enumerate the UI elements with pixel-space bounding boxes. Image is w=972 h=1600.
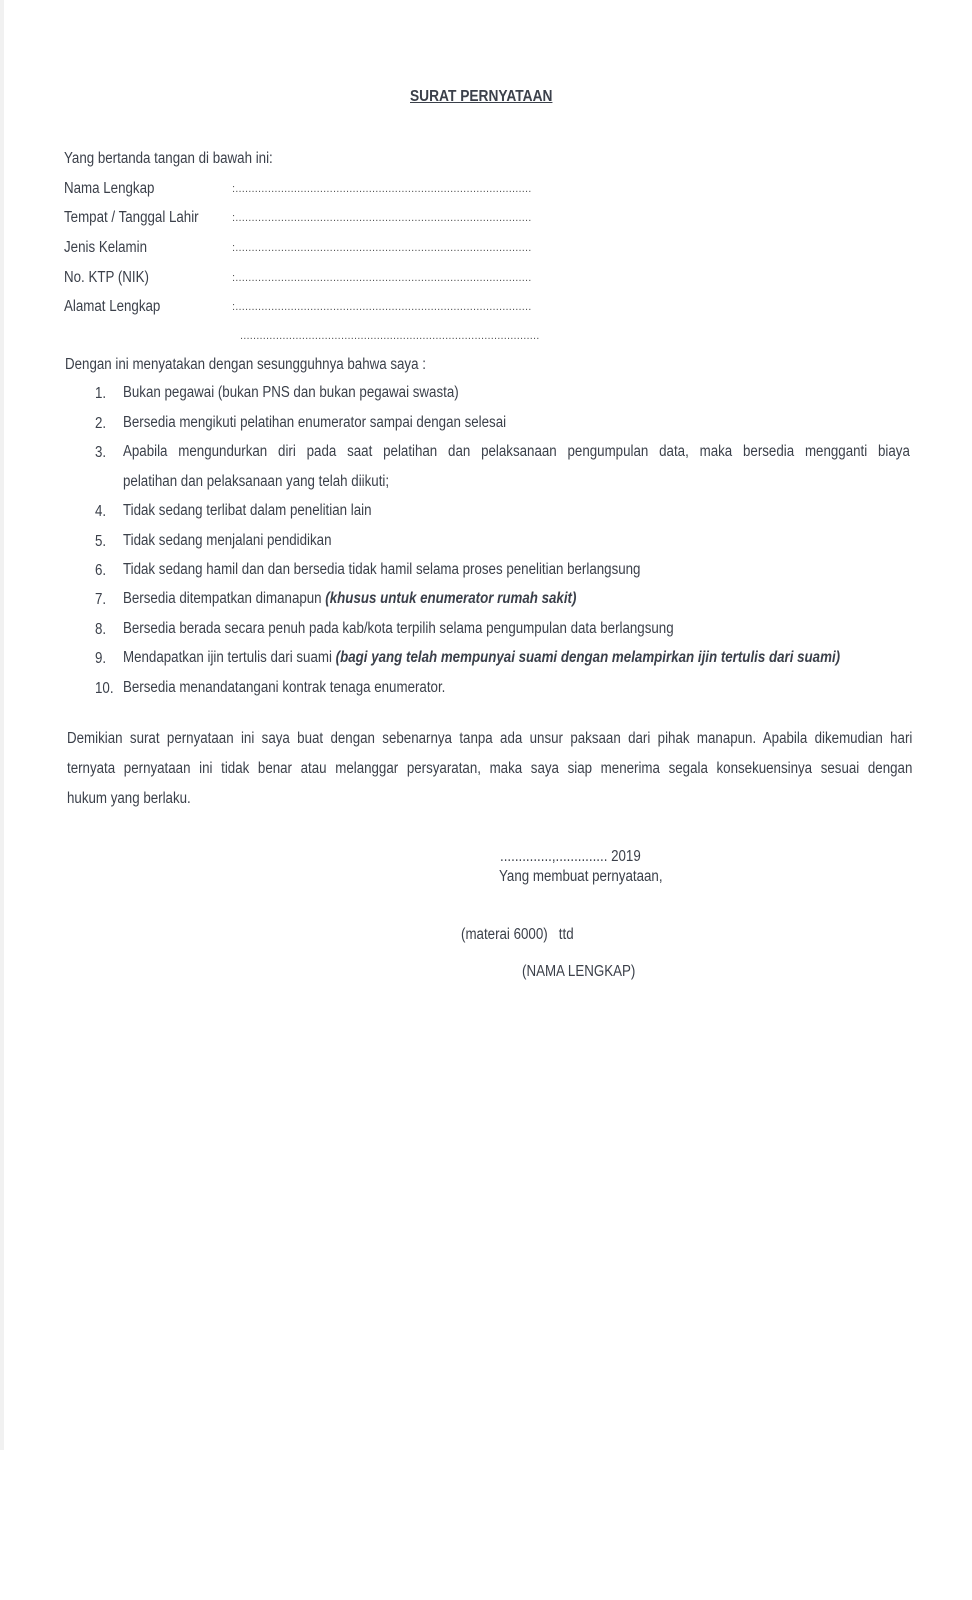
item-number: 3. [95,444,107,461]
field-blank-address-2: ............................................................................................ [240,330,540,342]
item-text: Apabila mengundurkan diri pada saat pelatihan dan pelaksanaan pengumpulan data, maka bersedia mengganti biaya [123,443,910,460]
item-text: Bersedia mengikuti pelatihan enumerator sampai dengan selesai [123,414,507,431]
closing-line: ternyata pernyataan ini tidak benar atau melanggar persyaratan, maka saya siap menerima segala konsekuensinya sesuai dengan [67,760,913,777]
field-blank-name: :........................................................................................... [232,183,532,195]
item-number: 6. [95,562,107,579]
signature-date: ..............,.............. 2019 [500,848,641,865]
item-text: Tidak sedang hamil dan dan bersedia tidak hamil selama proses penelitian berlangsung [123,561,641,578]
closing-line: hukum yang berlaku. [67,790,191,807]
item-text-plain: Bersedia ditempatkan dimanapun [123,590,326,607]
field-label-name: Nama Lengkap [64,180,155,197]
field-label-birth: Tempat / Tanggal Lahir [64,209,199,226]
item-text: Bersedia menandatangani kontrak tenaga enumerator. [123,679,446,696]
item-number: 1. [95,385,107,402]
document-title: SURAT PERNYATAAN [410,88,553,105]
field-blank-gender: :........................................................................................... [232,242,532,254]
item-text [123,649,840,667]
item-text-emphasis: (khusus untuk enumerator rumah sakit) [325,590,577,607]
item-number: 8. [95,621,107,638]
closing-line: Demikian surat pernyataan ini saya buat dengan sebenarnya tanpa ada unsur paksaan dari pihak manapun. Apabila dikemudian hari [67,730,913,747]
signature-stamp: (materai 6000) ttd [461,926,574,943]
item-number: 7. [95,591,107,608]
item-number: 4. [95,503,107,520]
scan-edge [0,0,4,1450]
item-number: 5. [95,533,107,550]
item-text: Bersedia berada secara penuh pada kab/kota terpilih selama pengumpulan data berlangsung [123,620,674,637]
field-label-address: Alamat Lengkap [64,298,161,315]
item-text-emphasis: (bagi yang telah mempunyai suami dengan melampirkan ijin tertulis dari suami) [335,649,841,666]
item-text: Bukan pegawai (bukan PNS dan bukan pegawai swasta) [123,384,459,401]
item-text: Tidak sedang menjalani pendidikan [123,532,332,549]
item-text [123,590,576,608]
field-blank-address: :........................................................................................... [232,301,532,313]
field-label-gender: Jenis Kelamin [64,239,147,256]
item-number: 10. [95,680,114,697]
field-blank-nik: :........................................................................................... [232,272,532,284]
item-number: 2. [95,415,107,432]
signature-name: (NAMA LENGKAP) [522,963,636,980]
field-blank-birth: :........................................................................................... [232,212,532,224]
item-text-continuation: pelatihan dan pelaksanaan yang telah diikuti; [123,473,390,490]
signature-maker: Yang membuat pernyataan, [499,868,663,885]
item-number: 9. [95,650,107,667]
statement-intro: Dengan ini menyatakan dengan sesungguhnya bahwa saya : [65,356,426,373]
item-text-plain: Mendapatkan ijin tertulis dari suami [123,649,336,666]
field-label-nik: No. KTP (NIK) [64,269,149,286]
intro-text: Yang bertanda tangan di bawah ini: [64,150,273,167]
item-text: Tidak sedang terlibat dalam penelitian lain [123,502,372,519]
